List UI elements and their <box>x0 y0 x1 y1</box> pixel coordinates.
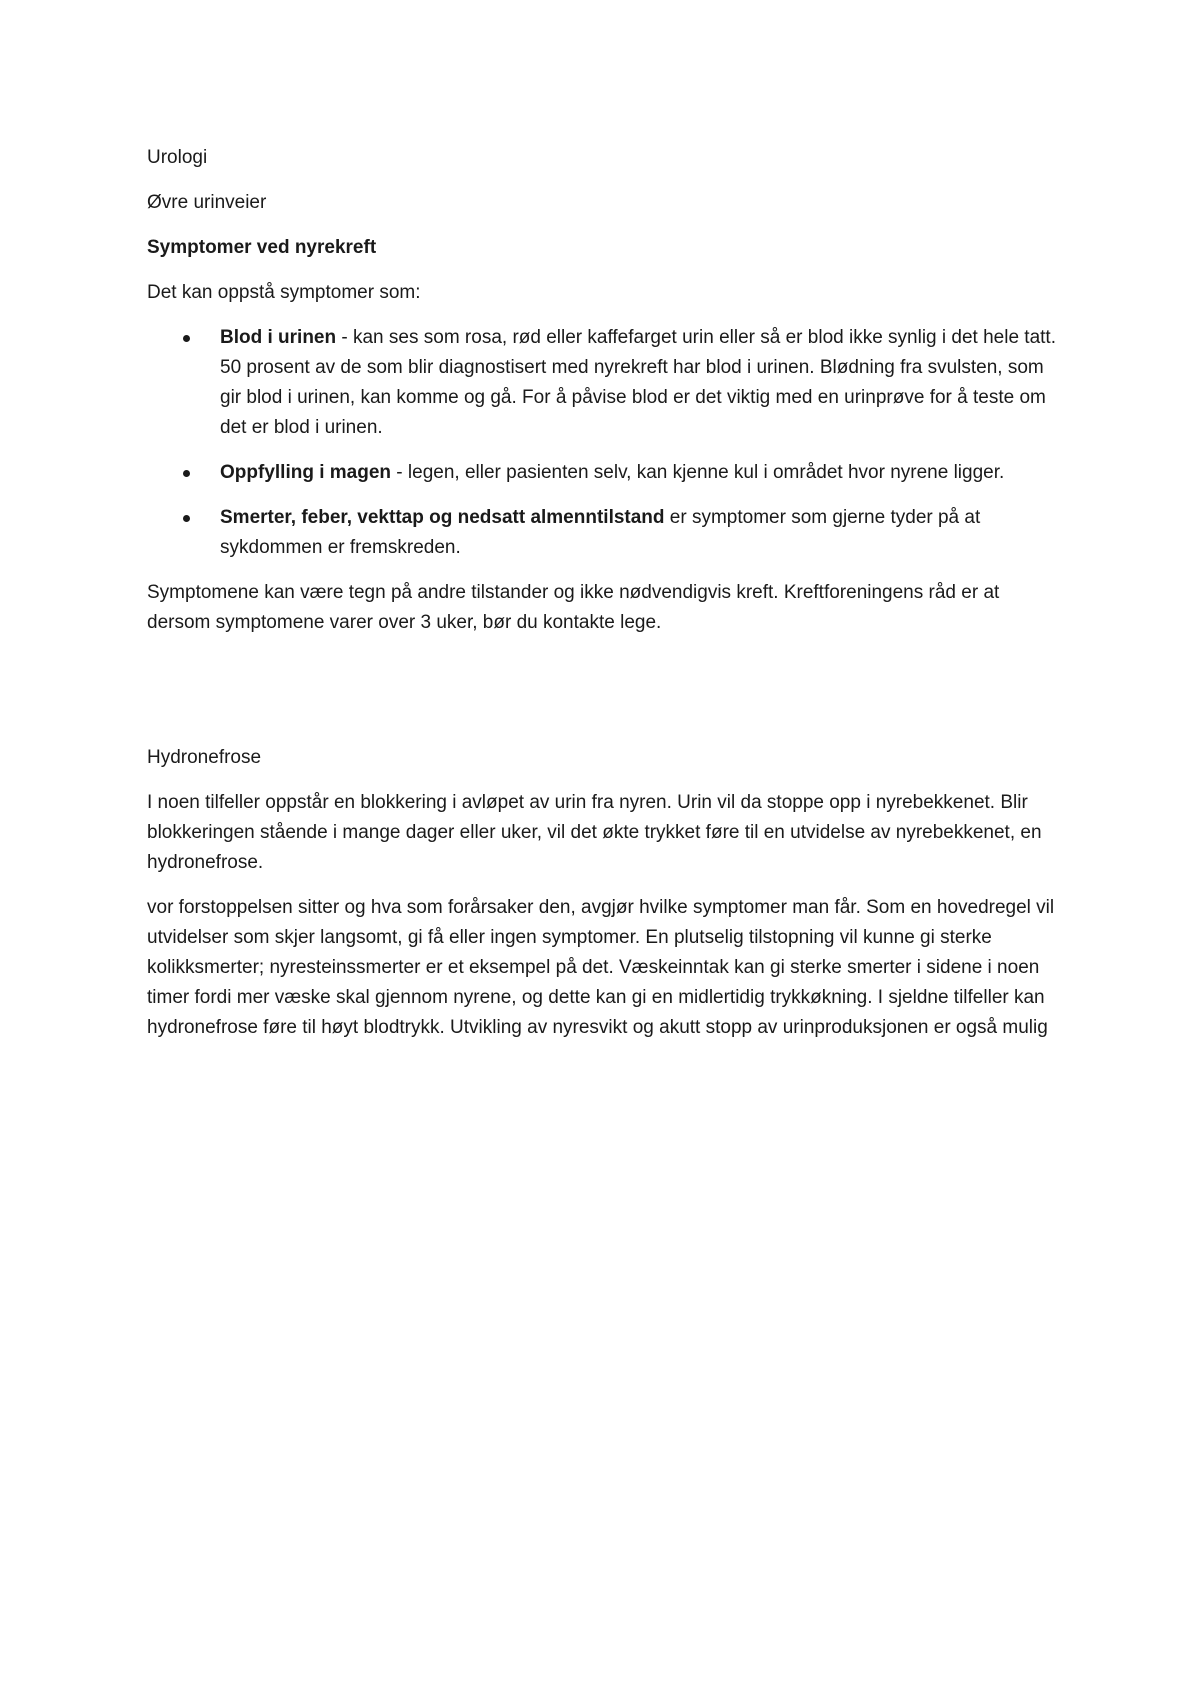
document-body <box>147 143 1067 1058</box>
hydronefrose-paragraph-2: vor forstoppelsen sitter og hva som forårsaker den, avgjør hvilke symptomer man får. Som en hovedregel vil utvidelser som skjer langsomt, gi få eller ingen symptomer. En plutselig tilstopning vil kunne gi sterke kolikksmerter; nyresteinssmerter er et eksempel på det. Væskeinntak kan gi sterke smerter i sidene i noen timer fordi mer væske skal gjennom nyrene, og dette kan gi en midlertidig trykkøkning. I sjeldne tilfeller kan hydronefrose føre til høyt blodtrykk. Utvikling av nyresvikt og akutt stopp av urinproduksjonen er også mulig <box>147 897 1055 1038</box>
document-subtitle: Øvre urinveier <box>147 192 267 213</box>
symptom-term: Oppfylling i magen <box>220 462 392 483</box>
bullet-icon <box>183 335 190 342</box>
bullet-icon <box>183 515 190 522</box>
symptom-description: - kan ses som rosa, rød eller kaffefarget urin eller så er blod ikke synlig i det hele tatt. 50 prosent av de som blir diagnostisert med nyrekreft har blod i urinen. Blødning fra svulsten, som gir blod i urinen, kan komme og gå. For å påvise blod er det viktig med en urinprøve for å teste om det er blod i urinen. <box>220 327 1056 438</box>
document-title: Urologi <box>147 147 208 168</box>
symptoms-intro: Det kan oppstå symptomer som: <box>147 282 421 303</box>
section-heading-nyrekreft: Symptomer ved nyrekreft <box>147 237 377 258</box>
section-heading-hydronefrose: Hydronefrose <box>147 747 262 768</box>
symptom-description: - legen, eller pasienten selv, kan kjenne kul i området hvor nyrene ligger. <box>391 462 1005 483</box>
section-spacer <box>147 653 1067 743</box>
symptom-description: er symptomer som gjerne tyder på at sykdommen er fremskreden. <box>220 507 981 558</box>
bullet-icon <box>183 470 190 477</box>
symptoms-conclusion: Symptomene kan være tegn på andre tilstander og ikke nødvendigvis kreft. Kreftforeningens råd er at dersom symptomene varer over 3 uker, bør du kontakte lege. <box>147 582 1000 633</box>
symptom-term: Smerter, feber, vekttap og nedsatt almenntilstand <box>220 507 665 528</box>
symptom-term: Blod i urinen <box>220 327 337 348</box>
symptom-list <box>147 323 1067 563</box>
list-item <box>147 503 1067 563</box>
list-item <box>147 323 1067 443</box>
list-item <box>147 458 1067 488</box>
hydronefrose-paragraph-1: I noen tilfeller oppstår en blokkering i avløpet av urin fra nyren. Urin vil da stoppe opp i nyrebekkenet. Blir blokkeringen stående i mange dager eller uker, vil det økte trykket føre til en utvidelse av nyrebekkenet, en hydronefrose. <box>147 792 1042 873</box>
